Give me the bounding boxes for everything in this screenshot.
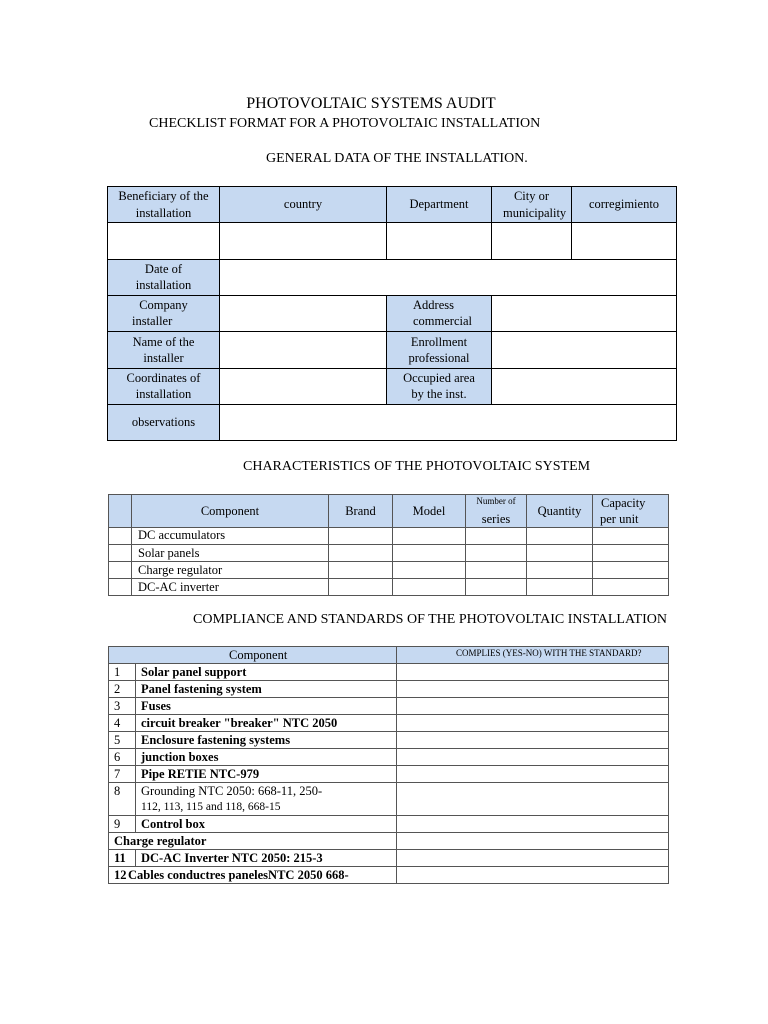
compliance-row-text: Pipe RETIE NTC-979	[141, 767, 260, 781]
char-col-line	[392, 527, 393, 595]
compliance-row-text: Panel fastening system	[141, 682, 262, 696]
compliance-complies-label: COMPLIES (YES-NO) WITH THE STANDARD?	[456, 648, 642, 658]
char-col-line	[526, 527, 527, 595]
compliance-row-text: Fuses	[141, 699, 171, 713]
occupied-area-label-line1: Occupied area	[403, 371, 475, 385]
brand-column-label: Brand	[345, 504, 376, 518]
compliance-row-text: Enclosure fastening systems	[141, 733, 291, 747]
observations-header	[107, 404, 220, 441]
installer-name-label-line2: installer	[143, 351, 184, 365]
compliance-row-line	[108, 697, 669, 698]
page-subtitle: CHECKLIST FORMAT FOR A PHOTOVOLTAIC INSTALLATION	[149, 116, 541, 131]
compliance-row-text: DC-AC Inverter NTC 2050: 215-3	[141, 851, 323, 865]
corregimiento-label: corregimiento	[588, 197, 660, 211]
compliance-row-text: Control box	[141, 817, 206, 831]
compliance-row-num: 8	[114, 784, 121, 798]
compliance-row-num: 1	[114, 665, 121, 679]
compliance-col-line	[108, 663, 109, 883]
enrollment-value[interactable]	[491, 331, 677, 369]
occupied-area-value[interactable]	[491, 368, 677, 405]
char-col-line	[465, 527, 466, 595]
date-label-line1: Date of	[144, 262, 183, 276]
compliance-row-text: Solar panel support	[141, 665, 247, 679]
company-label-line1: Company	[139, 298, 188, 312]
compliance-row-num: 12	[114, 868, 127, 882]
compliance-row-text: Grounding NTC 2050: 668-11, 250-	[141, 784, 323, 798]
series-label: series	[481, 512, 511, 526]
corregimiento-value[interactable]	[571, 222, 677, 260]
date-label-line2: installation	[135, 278, 192, 292]
page-title: PHOTOVOLTAIC SYSTEMS AUDIT	[246, 95, 496, 112]
compliance-row-text: junction boxes	[141, 750, 219, 764]
department-label: Department	[409, 197, 469, 211]
quantity-column-label: Quantity	[537, 504, 582, 518]
enrollment-label-line2: professional	[408, 351, 470, 365]
company-value[interactable]	[219, 295, 387, 332]
compliance-row-num: 11	[114, 851, 126, 865]
address-value[interactable]	[491, 295, 677, 332]
compliance-row-num: 5	[114, 733, 121, 747]
coordinates-label-line2: installation	[135, 387, 192, 401]
enrollment-header	[386, 331, 492, 369]
city-value[interactable]	[491, 222, 572, 260]
department-header	[386, 186, 492, 223]
country-header	[219, 186, 387, 223]
compliance-row-text-line2: 112, 113, 115 and 118, 668-15	[141, 801, 281, 813]
installer-name-label-line1: Name of the	[132, 335, 195, 349]
char-col-line	[668, 527, 669, 595]
capacity-header	[592, 494, 669, 528]
series-header	[465, 494, 527, 528]
country-label: country	[283, 197, 323, 211]
date-value[interactable]	[219, 259, 677, 296]
date-header	[107, 259, 220, 296]
model-header	[392, 494, 466, 528]
capacity-label-line1: Capacity	[601, 496, 646, 510]
model-column-label: Model	[412, 504, 446, 518]
char-col-line	[131, 527, 132, 595]
compliance-col-line	[668, 663, 669, 883]
country-value[interactable]	[219, 222, 387, 260]
component-column-label: Component	[200, 504, 260, 518]
company-header	[107, 295, 220, 332]
installer-name-header	[107, 331, 220, 369]
enrollment-label-line1: Enrollment	[410, 335, 468, 349]
address-label-line1: Address	[413, 298, 454, 312]
characteristics-heading: CHARACTERISTICS OF THE PHOTOVOLTAIC SYSTEM	[243, 459, 591, 474]
number-of-label: Number of	[476, 496, 516, 506]
address-header	[386, 295, 492, 332]
compliance-row-text: Charge regulator	[114, 834, 207, 848]
compliance-component-label: Component	[229, 648, 288, 662]
compliance-col-line	[135, 849, 136, 866]
coordinates-header	[107, 368, 220, 405]
city-label-line2: municipality	[503, 206, 567, 220]
compliance-row-text: circuit breaker "breaker" NTC 2050	[141, 716, 338, 730]
beneficiary-label-line1: Beneficiary of the	[118, 189, 209, 203]
installer-name-value[interactable]	[219, 331, 387, 369]
compliance-row-num: 7	[114, 767, 121, 781]
corregimiento-header	[571, 186, 677, 223]
characteristics-component-header	[131, 494, 329, 528]
coordinates-value[interactable]	[219, 368, 387, 405]
beneficiary-label-line2: installation	[135, 206, 192, 220]
city-label-line1: City or	[513, 189, 550, 203]
general-data-heading: GENERAL DATA OF THE INSTALLATION.	[266, 151, 528, 166]
department-value[interactable]	[386, 222, 492, 260]
observations-label: observations	[131, 415, 196, 429]
occupied-area-header	[386, 368, 492, 405]
quantity-header	[526, 494, 593, 528]
compliance-row-num: 3	[114, 699, 121, 713]
compliance-row-num: 4	[114, 716, 121, 730]
observations-value[interactable]	[219, 404, 677, 441]
address-label-line2: commercial	[413, 314, 472, 328]
char-row-dc-ac-inverter: DC-AC inverter	[138, 580, 219, 594]
compliance-row-num: 2	[114, 682, 121, 696]
compliance-row-text: Cables conductres panelesNTC 2050 668-	[128, 868, 349, 882]
char-col-line	[592, 527, 593, 595]
char-row-solar-panels: Solar panels	[138, 546, 200, 560]
compliance-row-num: 6	[114, 750, 121, 764]
occupied-area-label-line2: by the inst.	[411, 387, 467, 401]
city-header	[491, 186, 572, 223]
compliance-heading: COMPLIANCE AND STANDARDS OF THE PHOTOVOLTAIC INSTALLATION	[193, 612, 667, 627]
char-col-line	[328, 527, 329, 595]
characteristics-index-header	[108, 494, 132, 528]
company-label-line2: installer	[132, 314, 173, 328]
char-row-dc-accumulators: DC accumulators	[138, 528, 226, 542]
beneficiary-value[interactable]	[107, 222, 220, 260]
beneficiary-header	[107, 186, 220, 223]
char-row-line	[108, 595, 669, 596]
compliance-row-line	[108, 883, 669, 884]
char-row-charge-regulator: Charge regulator	[138, 563, 223, 577]
compliance-row-num: 9	[114, 817, 121, 831]
coordinates-label-line1: Coordinates of	[126, 371, 201, 385]
brand-header	[328, 494, 393, 528]
char-col-line	[108, 527, 109, 595]
capacity-label-line2: per unit	[600, 512, 639, 526]
